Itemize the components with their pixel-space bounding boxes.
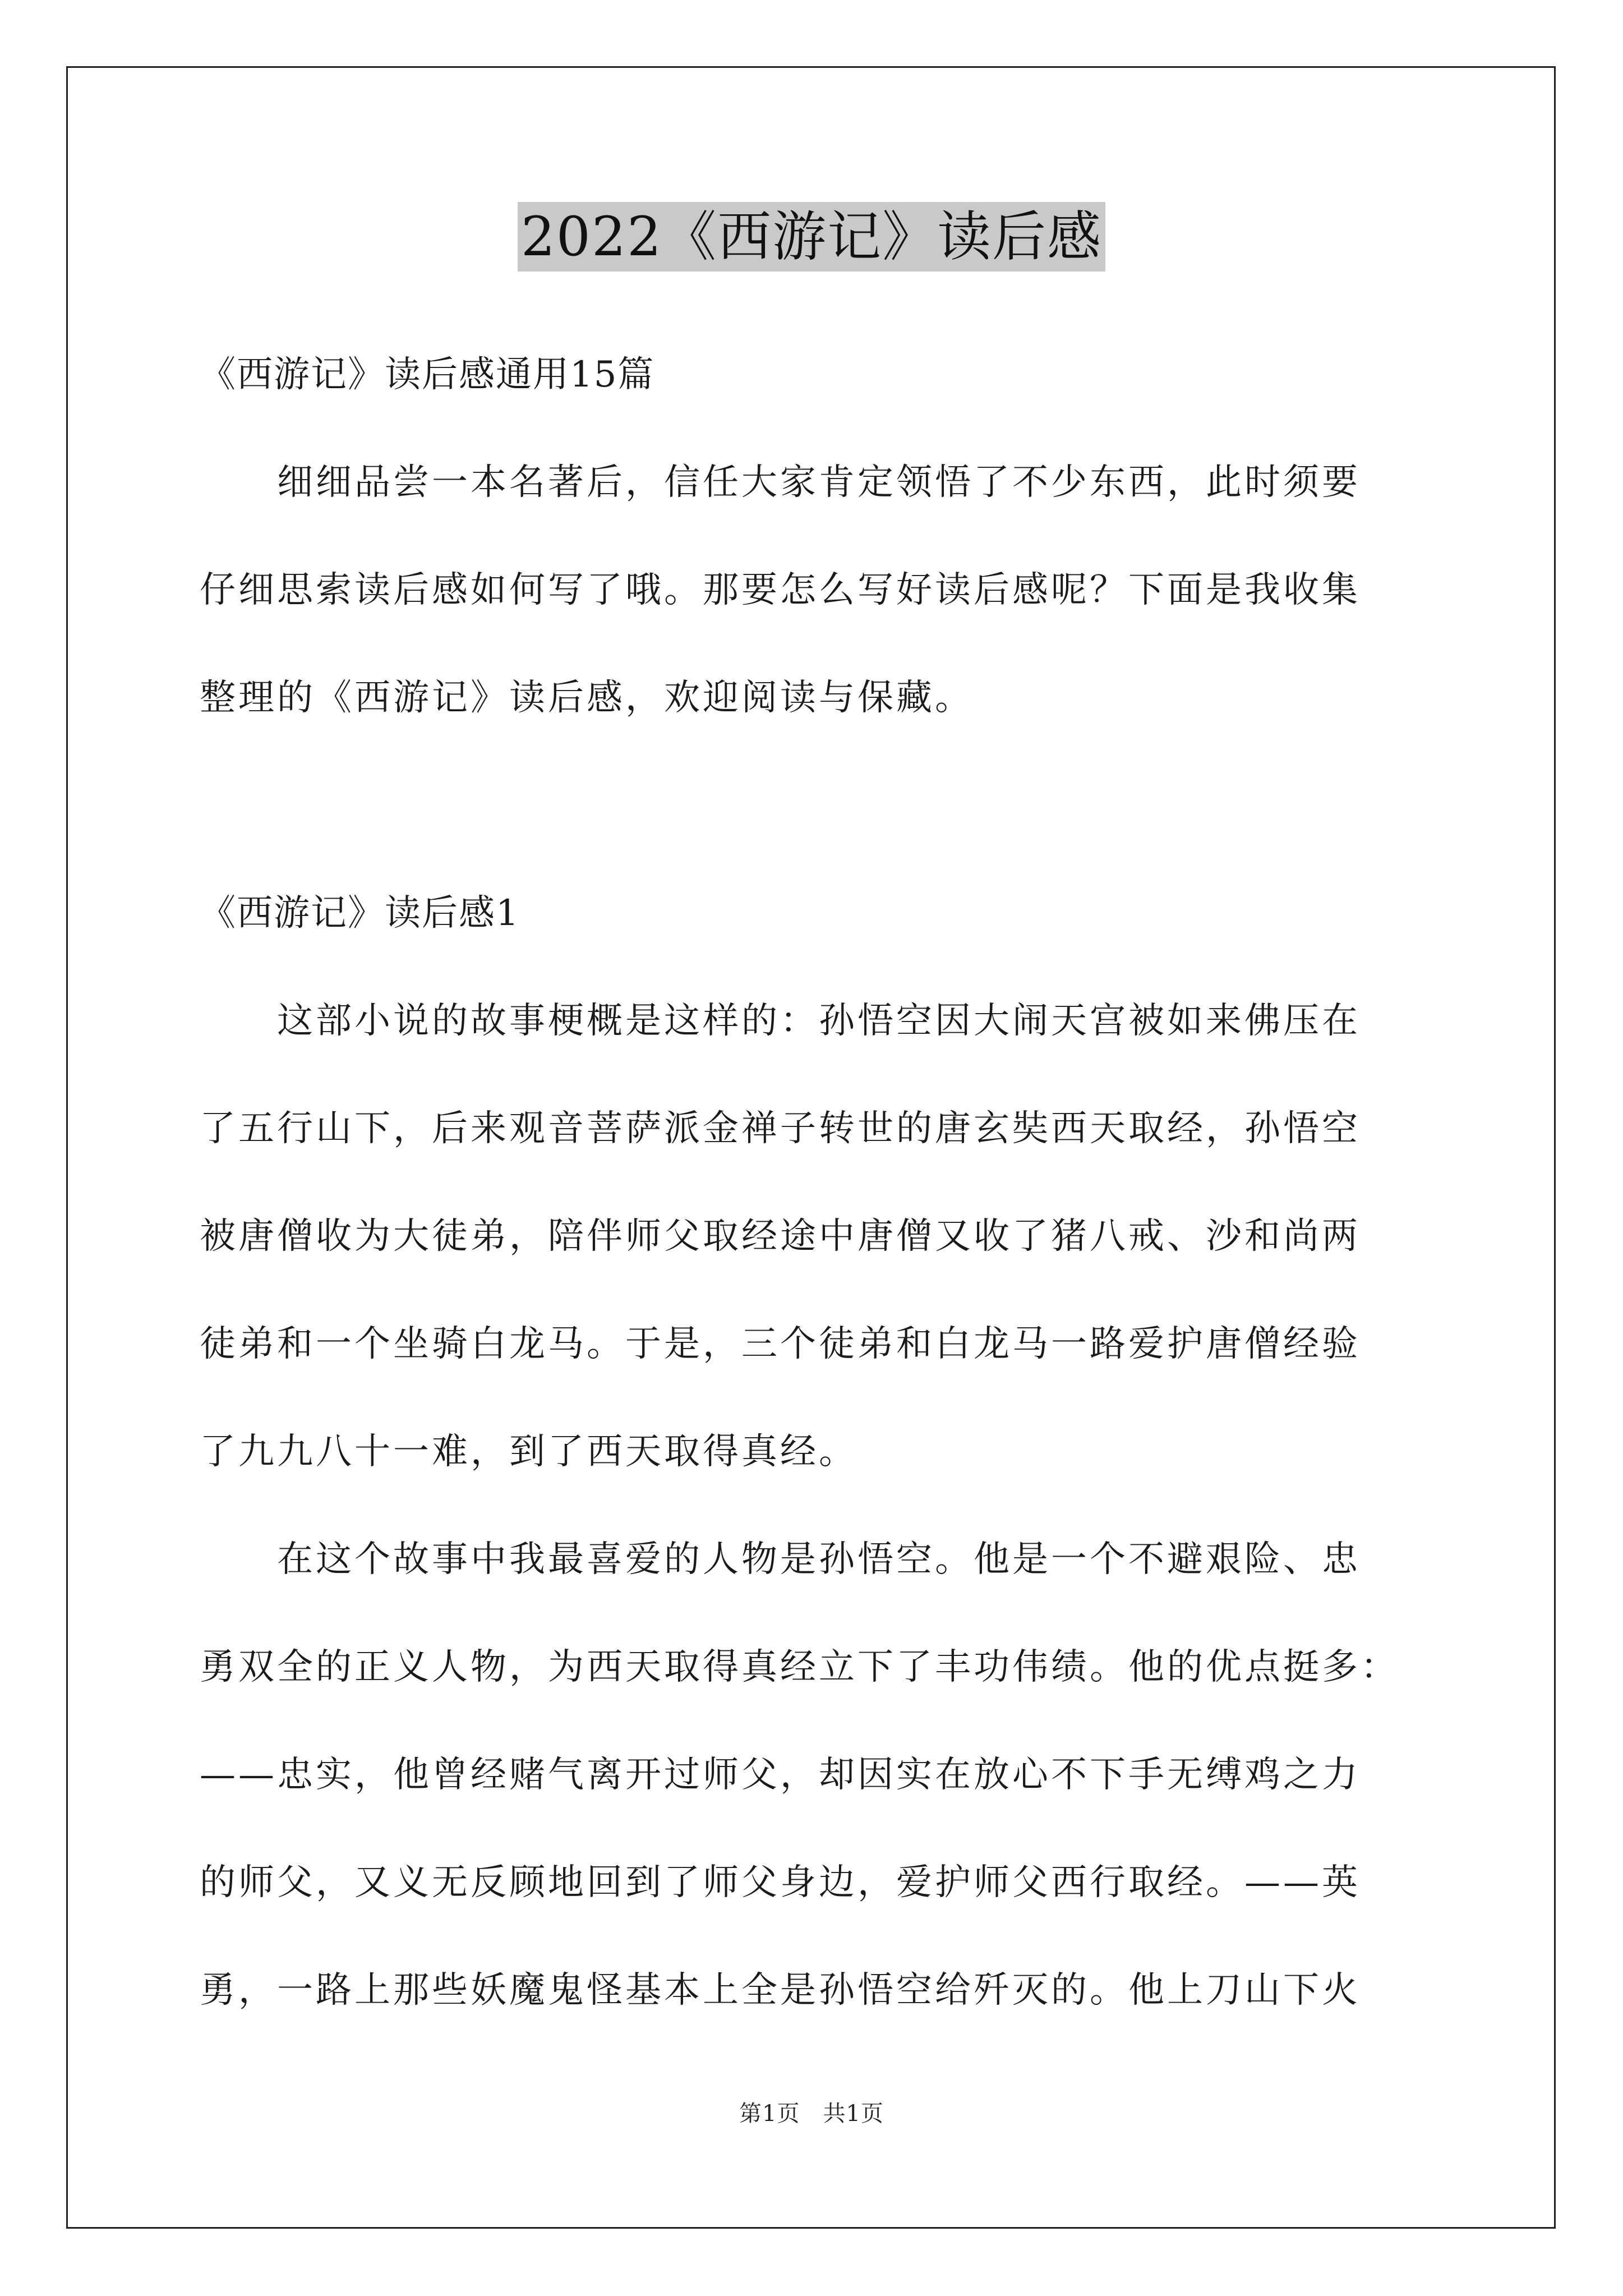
title-container bbox=[0, 202, 1623, 272]
paragraph-line: 被唐僧收为大徒弟，陪伴师父取经途中唐僧又收了猪八戒、沙和尚两 bbox=[200, 1216, 1361, 1257]
paragraph-line: 的师父，又义无反顾地回到了师父身边，爱护师父西行取经。——英 bbox=[200, 1862, 1361, 1903]
document-title: 2022《西游记》读后感 bbox=[518, 202, 1105, 272]
document-subtitle: 《西游记》读后感通用15篇 bbox=[200, 354, 655, 395]
paragraph-line: 勇，一路上那些妖魔鬼怪基本上全是孙悟空给歼灭的。他上刀山下火 bbox=[200, 1970, 1361, 2011]
spacer bbox=[200, 402, 1433, 455]
intro-line: 仔细思索读后感如何写了哦。那要怎么写好读后感呢？下面是我收集 bbox=[200, 569, 1361, 611]
paragraph-line: ——忠实，他曾经赌气离开过师父，却因实在放心不下手无缚鸡之力 bbox=[200, 1754, 1361, 1796]
paragraph-2 bbox=[200, 1533, 1433, 2017]
page-footer bbox=[0, 2098, 1623, 2129]
intro-paragraph bbox=[200, 455, 1433, 725]
intro-line: 细细品尝一本名著后，信任大家肯定领悟了不少东西，此时须要 bbox=[200, 462, 1361, 503]
paragraph-line: 了五行山下，后来观音菩萨派金禅子转世的唐玄奘西天取经，孙悟空 bbox=[200, 1108, 1361, 1149]
paragraph-1 bbox=[200, 994, 1433, 1479]
paragraph-line: 这部小说的故事梗概是这样的：孙悟空因大闹天宫被如来佛压在 bbox=[200, 1000, 1361, 1042]
page-number: 第1页 共1页 bbox=[739, 2101, 884, 2127]
paragraph-line: 在这个故事中我最喜爱的人物是孙悟空。他是一个不避艰险、忠 bbox=[200, 1539, 1361, 1580]
paragraph-line: 徒弟和一个坐骑白龙马。于是，三个徒弟和白龙马一路爱护唐僧经验 bbox=[200, 1323, 1361, 1365]
paragraph-line: 勇双全的正义人物，为西天取得真经立下了丰功伟绩。他的优点挺多： bbox=[200, 1646, 1399, 1688]
section-heading: 《西游记》读后感1 bbox=[200, 892, 520, 934]
paragraph-line: 了九九八十一难，到了西天取得真经。 bbox=[200, 1431, 857, 1473]
document-body bbox=[200, 348, 1433, 2017]
intro-line: 整理的《西游记》读后感，欢迎阅读与保藏。 bbox=[200, 677, 974, 719]
